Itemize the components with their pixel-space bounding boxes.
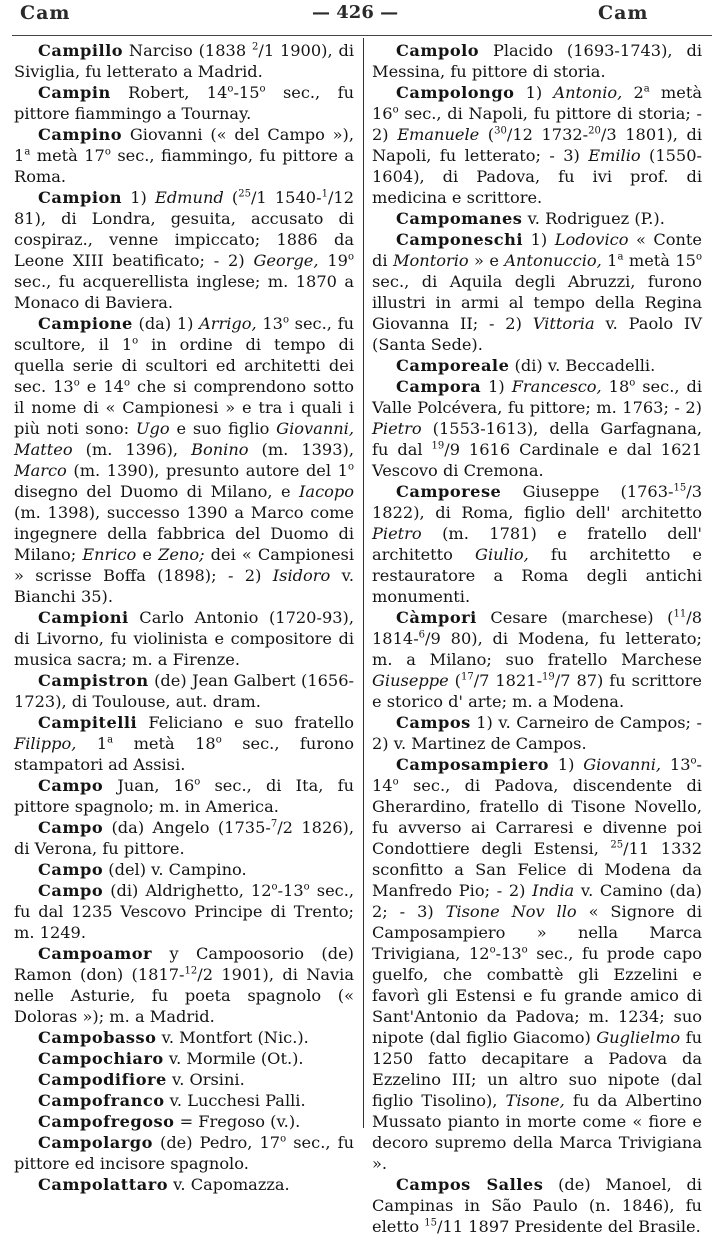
entry-italic-text: Filippo, [14, 734, 77, 753]
entry-text: (m. 1396), [72, 440, 192, 459]
dictionary-entry [372, 712, 702, 754]
entry-text: v. Montfort (Nic.). [156, 1028, 309, 1047]
entry-text: /1 1540- [250, 188, 322, 207]
entry-text: in ordine di tempo di quella serie di scultori ed architetti dei sec. 13 [14, 335, 354, 396]
entry-text: sec., di Napoli, fu pittore di storia; - 2) [372, 104, 702, 144]
entry-headword: Campolargo [38, 1133, 153, 1152]
entry-headword: Camposampiero [396, 755, 549, 774]
dictionary-entry [14, 817, 354, 859]
entry-italic-text: Emilio [588, 146, 641, 165]
entry-text: Placido (1693-1743), di Messina, fu pittore di storia. [372, 41, 702, 81]
entry-superscript: o [347, 251, 354, 263]
entry-text: -14 [372, 755, 703, 795]
entry-text: e 14 [79, 377, 124, 396]
left-column [14, 40, 354, 1195]
entry-text: (1553-1613), della Garfagnana, fu dal [372, 419, 702, 459]
dictionary-entry [372, 40, 702, 82]
entry-text: /7 1821- [473, 671, 543, 690]
entry-text: sec., fu pittore fiammingo a Tournay. [14, 83, 354, 123]
entry-italic-text: Bonino [191, 440, 249, 459]
entry-superscript: 12 [184, 965, 198, 977]
dictionary-entry [14, 607, 354, 670]
dictionary-entry [372, 208, 702, 229]
entry-text: (di) Aldrighetto, 12 [103, 881, 272, 900]
entry-text: /2 1901), di Navia nelle Asturie, fu poeta spagnolo (« Doloras »); m. a Madrid. [14, 965, 354, 1026]
entry-text: dei « Campionesi » scrisse Boffa (1898); - 2) [14, 545, 355, 585]
entry-text: disegno del Duomo di Milano, e [14, 482, 300, 501]
dictionary-entry [14, 82, 354, 124]
entry-superscript: 7 [270, 818, 278, 830]
entry-superscript: o [347, 461, 354, 473]
entry-superscript: 15 [673, 482, 687, 494]
entry-italic-text: Emanuele [397, 125, 480, 144]
entry-text: 1) [122, 188, 155, 207]
entry-headword: Campochiaro [38, 1049, 164, 1068]
entry-italic-text: Isidoro [272, 566, 331, 585]
entry-italic-text: George, [253, 251, 319, 270]
entry-text: 1 [76, 734, 108, 753]
entry-text: sec., fu dal 1235 Vescovo Principe di Trento; m. 1249. [14, 881, 355, 942]
entry-text: = Fregoso (v.). [174, 1112, 301, 1131]
entry-text: sec., fu prode capo guelfo, che combattè gli Ezzelini e favorì gli Estensi e fu grande amico di Sant'Antonio da Padova; m. 1234; suo nipote (dal figlio Giacomo) [372, 944, 702, 1047]
entry-headword: Camporese [396, 482, 502, 501]
entry-text: /7 87) fu scrittore e storico d' arte; m. a Modena. [372, 671, 702, 711]
entry-italic-text: Giovanni, Matteo [14, 419, 354, 459]
entry-text: /8 1814- [372, 608, 702, 648]
entry-text: 18 [601, 377, 630, 396]
entry-text: (de) Manoel, di Campinas in São Paulo (n. 1846), fu eletto [372, 1175, 702, 1236]
entry-text: fu 1250 fatto decapitare a Padova da Ezzelino III; un altro suo nipote (dal figlio Tisolino), [372, 1028, 703, 1110]
entry-text: fu architetto e restauratore a Roma degli antichi monumenti. [372, 545, 702, 606]
entry-headword: Campoamor [38, 944, 153, 963]
entry-headword: Campora [396, 377, 482, 396]
entry-italic-text: Montorio [392, 251, 469, 270]
header-rule [12, 35, 712, 36]
column-divider [363, 38, 364, 1128]
entry-headword: Campo [38, 881, 104, 900]
entry-superscript: 17 [460, 671, 474, 683]
entry-italic-text: Arrigo, [199, 314, 257, 333]
entry-text: metà 18 [113, 734, 216, 753]
entry-italic-text: Giuseppe [372, 671, 449, 690]
entry-headword: Campitelli [38, 713, 138, 732]
entry-superscript: o [695, 251, 702, 263]
entry-superscript: o [392, 104, 399, 116]
entry-superscript: o [73, 377, 80, 389]
entry-italic-text: Iacopo [299, 482, 354, 501]
entry-italic-text: Ugo [135, 419, 170, 438]
entry-headword: Campolongo [396, 83, 515, 102]
entry-text: (de) Jean Galbert (1656-1723), di Toulouse, aut. dram. [14, 671, 354, 711]
dictionary-entry [372, 82, 702, 208]
entry-superscript: o [521, 944, 528, 956]
entry-superscript: 2 [251, 41, 259, 53]
entry-headword: Campofregoso [38, 1112, 175, 1131]
entry-superscript: o [132, 335, 139, 347]
dictionary-entry [14, 313, 354, 607]
entry-italic-text: Tisone, [505, 1091, 565, 1110]
entry-text: ( [479, 125, 495, 144]
dictionary-entry [14, 670, 354, 712]
entry-text: sec., fiammingo, fu pittore a Roma. [14, 146, 354, 186]
dictionary-entry [372, 607, 702, 712]
dictionary-entry [14, 1090, 354, 1111]
entry-headword: Campos Salles [396, 1175, 544, 1194]
entry-superscript: 11 [673, 608, 687, 620]
entry-text: /11 1897 Presidente del Brasile. [436, 1217, 701, 1236]
dictionary-entry [372, 355, 702, 376]
entry-superscript: o [629, 377, 636, 389]
entry-text: metà 16 [372, 83, 703, 123]
entry-text: sec., fu pittore ed incisore spagnolo. [14, 1133, 354, 1173]
entry-text: « Conte di [372, 230, 703, 270]
entry-text: fu da Albertino Mussato pianto in morte come « fiore e decoro supremo della Marca Trivigiana ». [372, 1091, 702, 1173]
entry-italic-text: Antonuccio, [504, 251, 602, 270]
entry-headword: Camponeschi [396, 230, 524, 249]
entry-text: (da) Angelo (1735- [103, 818, 271, 837]
entry-text: /3 1822), di Roma, figlio dell' architetto [372, 482, 702, 522]
entry-superscript: 20 [588, 125, 601, 137]
entry-superscript: o [303, 881, 310, 893]
entry-superscript: a [24, 146, 31, 158]
entry-text: v. Lucchesi Palli. [164, 1091, 306, 1110]
entry-headword: Càmpori [396, 608, 477, 627]
entry-text: 1 [601, 251, 618, 270]
entry-superscript: o [227, 83, 234, 95]
entry-text: sec., di Ita, fu pittore spagnolo; m. in America. [14, 776, 354, 816]
entry-italic-text: Giulio, [475, 545, 529, 564]
entry-superscript: 25 [610, 839, 624, 851]
entry-superscript: a [107, 734, 114, 746]
entry-headword: Campistron [38, 671, 149, 690]
entry-text: 19 [318, 251, 348, 270]
entry-headword: Campo [38, 818, 104, 837]
entry-headword: Campo [38, 860, 104, 879]
entry-text: e suo figlio [169, 419, 277, 438]
entry-text: » e [468, 251, 505, 270]
entry-text: (da) 1) [132, 314, 200, 333]
entry-superscript: 19 [431, 440, 445, 452]
dictionary-entry [14, 712, 354, 775]
dictionary-entry [14, 1069, 354, 1090]
entry-italic-text: Pietro [372, 419, 422, 438]
entry-text: « Signore di Camposampiero » nella Marca Trivigiana, 12 [372, 902, 703, 963]
dictionary-entry [372, 754, 702, 1174]
entry-superscript: a [617, 251, 624, 263]
entry-text: Robert, 14 [110, 83, 228, 102]
entry-italic-text: Edmund [155, 188, 224, 207]
entry-text: /2 1826), di Verona, fu pittore. [14, 818, 354, 858]
entry-text: -13 [495, 944, 522, 963]
entry-superscript: o [489, 944, 496, 956]
entry-text: v. Camino (da) 2; - 3) [372, 881, 702, 921]
right-column [372, 40, 702, 1237]
page-number: — 426 — [312, 2, 399, 23]
entry-headword: Campodifiore [38, 1070, 167, 1089]
entry-headword: Campos [396, 713, 471, 732]
entry-text: (m. 1781) e fratello dell' architetto [372, 524, 702, 564]
entry-text: sec., fu scultore, il 1 [14, 314, 354, 354]
entry-text: ( [223, 188, 239, 207]
entry-headword: Campin [38, 83, 111, 102]
entry-superscript: o [259, 83, 266, 95]
entry-text: metà 15 [623, 251, 696, 270]
entry-text: 1) [548, 755, 584, 774]
entry-text: /11 1332 sconfitto a San Felice di Modena da Manfredo Pio; - 2) [372, 839, 702, 900]
entry-italic-text: Giovanni, [583, 755, 662, 774]
header-right-guideword: Cam [598, 2, 649, 24]
entry-superscript: o [690, 755, 697, 767]
entry-italic-text: Tisone Nov llo [445, 902, 577, 921]
entry-superscript: o [280, 1133, 287, 1145]
entry-italic-text: Enrico [82, 545, 137, 564]
entry-text: Giuseppe (1763- [501, 482, 674, 501]
entry-text: -13 [277, 881, 304, 900]
entry-text: v. Capomazza. [168, 1175, 290, 1194]
entry-text: (m. 1398), successo 1390 a Marco come ingegnere della fabbrica del Duomo di Milano; [14, 503, 354, 564]
entry-text: (de) Pedro, 17 [152, 1133, 281, 1152]
entry-text: /12 81), di Londra, gesuita, accusato di cospiraz., venne impiccato; 1886 da Leone XIII beatificato; - 2) [14, 188, 354, 270]
entry-italic-text: Lodovico [554, 230, 629, 249]
entry-headword: Campolattaro [38, 1175, 169, 1194]
entry-italic-text: Francesco, [511, 377, 602, 396]
entry-superscript: 15 [424, 1217, 437, 1229]
entry-headword: Campolo [396, 41, 480, 60]
entry-text: sec., di Aquila degli Abruzzi, furono illustri in armi al tempo della Regina Giovanna II; - 2) [372, 272, 702, 333]
entry-italic-text: Marco [14, 461, 67, 480]
dictionary-entry [14, 1048, 354, 1069]
entry-superscript: o [123, 377, 130, 389]
entry-italic-text: India [532, 881, 575, 900]
dictionary-entry [14, 40, 354, 82]
entry-text: metà 17 [30, 146, 105, 165]
entry-text: 13 [661, 755, 691, 774]
entry-headword: Campione [38, 314, 133, 333]
entry-text: 1) [481, 377, 512, 396]
entry-text: sec., fu acquerellista inglese; m. 1870 a Monaco di Baviera. [14, 272, 354, 312]
entry-text: che si comprendono sotto il nome di « Campionesi » e tra i quali i più noti sono: [14, 377, 354, 438]
entry-text: -15 [233, 83, 260, 102]
entry-text: ( [448, 671, 461, 690]
entry-superscript: o [282, 314, 289, 326]
header-left-guideword: Cam [20, 2, 71, 24]
entry-text: (m. 1393), [248, 440, 354, 459]
entry-text: v. Mormile (Ot.). [163, 1049, 304, 1068]
entry-text: y Campoosorio (de) Ramon (don) (1817- [14, 944, 354, 984]
entry-text: (1550-1604), di Padova, fu ivi prof. di medicina e scrittore. [372, 146, 702, 207]
dictionary-entry [14, 187, 354, 313]
entry-superscript: a [643, 83, 650, 95]
dictionary-entry [14, 943, 354, 1027]
entry-text: 1) v. Carneiro de Campos; - 2) v. Martinez de Campos. [372, 713, 702, 753]
entry-headword: Campino [38, 125, 123, 144]
entry-text: v. Orsini. [166, 1070, 245, 1089]
entry-text: e [136, 545, 159, 564]
entry-text: Narciso (1838 [123, 41, 252, 60]
dictionary-entry [14, 1132, 354, 1174]
entry-text: (m. 1390), presunto autore del 1 [66, 461, 348, 480]
entry-text: Feliciano e suo fratello [137, 713, 354, 732]
entry-superscript: o [104, 146, 111, 158]
dictionary-entry [372, 229, 702, 355]
entry-text: Giovanni (« del Campo »), 1 [14, 125, 354, 165]
entry-headword: Campomanes [396, 209, 523, 228]
entry-superscript: o [392, 776, 399, 788]
entry-italic-text: Antonio, [553, 83, 623, 102]
entry-text: (di) v. Beccadelli. [509, 356, 656, 375]
entry-superscript: o [215, 734, 222, 746]
dictionary-entry [14, 775, 354, 817]
entry-text: Juan, 16 [103, 776, 195, 795]
entry-text: /3 1801), di Napoli, fu letterato; - 3) [372, 125, 702, 165]
entry-italic-text: Guglielmo [596, 1028, 681, 1047]
entry-headword: Campioni [38, 608, 129, 627]
entry-text: /12 1732- [506, 125, 589, 144]
dictionary-entry [372, 1174, 702, 1237]
dictionary-entry [14, 880, 354, 943]
entry-superscript: 6 [418, 629, 426, 641]
entry-superscript: 30 [494, 125, 507, 137]
entry-superscript: o [194, 776, 201, 788]
dictionary-entry [14, 1027, 354, 1048]
entry-superscript: 19 [542, 671, 555, 683]
entry-italic-text: Vittoria [532, 314, 595, 333]
entry-text: v. Rodriguez (P.). [522, 209, 665, 228]
entry-headword: Camporeale [396, 356, 510, 375]
entry-headword: Campo [38, 776, 104, 795]
entry-text: Cesare (marchese) ( [476, 608, 674, 627]
entry-text: 2 [622, 83, 644, 102]
entry-headword: Campofranco [38, 1091, 165, 1110]
entry-text: sec., di Valle Polcévera, fu pittore; m. 1763; - 2) [372, 377, 703, 417]
entry-text: 13 [256, 314, 283, 333]
entry-text: /9 1616 Cardinale e dal 1621 Vescovo di Cremona. [372, 440, 702, 480]
dictionary-entry [14, 859, 354, 880]
entry-superscript: 1 [321, 188, 328, 200]
page-header [0, 0, 718, 34]
dictionary-entry [372, 481, 702, 607]
entry-headword: Campillo [38, 41, 124, 60]
entry-italic-text: Pietro [372, 524, 422, 543]
entry-italic-text: Zeno; [158, 545, 205, 564]
entry-text: v. Bianchi 35). [14, 566, 355, 606]
entry-text: (del) v. Campino. [103, 860, 247, 879]
entry-text: /1 1900), di Siviglia, fu letterato a Madrid. [14, 41, 354, 81]
entry-text: 1) [514, 83, 554, 102]
entry-text: sec., di Padova, discendente di Gherardino, fratello di Tisone Novello, fu avverso ai Carraresi e divenne poi Condottiere degli Estensi, [372, 776, 702, 858]
dictionary-entry [14, 1174, 354, 1195]
entry-text: sec., furono stampatori ad Assisi. [14, 734, 354, 774]
entry-text: Carlo Antonio (1720-93), di Livorno, fu violinista e compositore di musica sacra; m. a Firenze. [14, 608, 354, 669]
dictionary-entry [372, 376, 702, 481]
entry-text: /9 80), di Modena, fu letterato; m. a Milano; suo fratello Marchese [372, 629, 702, 669]
entry-superscript: 25 [238, 188, 251, 200]
entry-headword: Campion [38, 188, 123, 207]
dictionary-entry [14, 124, 354, 187]
entry-superscript: o [271, 881, 278, 893]
dictionary-entry [14, 1111, 354, 1132]
entry-headword: Campobasso [38, 1028, 157, 1047]
entry-text: v. Paolo IV (Santa Sede). [372, 314, 703, 354]
entry-text: 1) [523, 230, 555, 249]
